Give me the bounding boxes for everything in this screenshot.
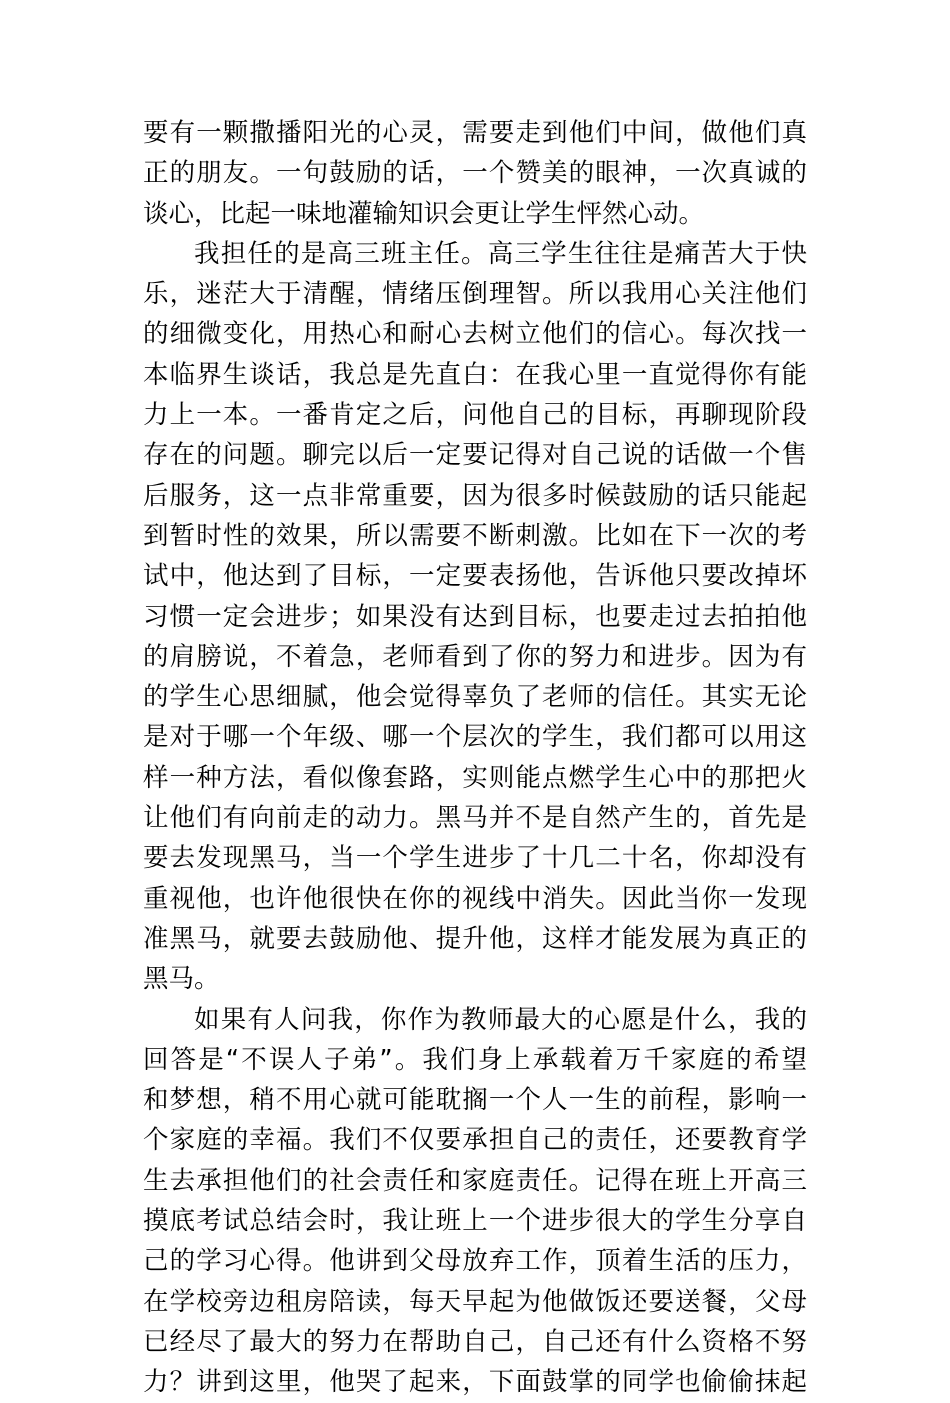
text-line: 到暂时性的效果，所以需要不断刺激。比如在下一次的考 <box>143 520 807 551</box>
text-line: 让他们有向前走的动力。黑马并不是自然产生的，首先是 <box>143 803 807 834</box>
text-line: 的肩膀说，不着急，老师看到了你的努力和进步。因为有 <box>143 641 807 672</box>
text-line: 样一种方法，看似像套路，实则能点燃学生心中的那把火 <box>143 762 807 793</box>
text-line: 要有一颗撒播阳光的心灵，需要走到他们中间，做他们真 <box>143 118 807 148</box>
text-line: 已经尽了最大的努力在帮助自己，自己还有什么资格不努 <box>143 1326 807 1357</box>
text-line: 在学校旁边租房陪读，每天早起为他做饭还要送餐，父母 <box>143 1286 807 1317</box>
text-line: 力上一本。一番肯定之后，问他自己的目标，再聊现阶段 <box>143 400 807 431</box>
text-line: 摸底考试总结会时，我让班上一个进步很大的学生分享自 <box>143 1206 807 1237</box>
text-line: 准黑马，就要去鼓励他、提升他，这样才能发展为真正的 <box>143 923 807 954</box>
text-line: 的学生心思细腻，他会觉得辜负了老师的信任。其实无论 <box>143 682 807 713</box>
text-line: 后服务，这一点非常重要，因为很多时候鼓励的话只能起 <box>143 480 807 511</box>
text-line: 的细微变化，用热心和耐心去树立他们的信心。每次找一 <box>143 319 807 350</box>
text-line: 和梦想，稍不用心就可能耽搁一个人一生的前程，影响一 <box>143 1085 807 1116</box>
text-line: 正的朋友。一句鼓励的话，一个赞美的眼神，一次真诚的 <box>143 158 807 189</box>
text-line: 本临界生谈话，我总是先直白：在我心里一直觉得你有能 <box>143 359 807 390</box>
text-line: 生去承担他们的社会责任和家庭责任。记得在班上开高三 <box>143 1165 807 1196</box>
text-line: 是对于哪一个年级、哪一个层次的学生，我们都可以用这 <box>143 722 807 753</box>
text-line: 我担任的是高三班主任。高三学生往往是痛苦大于快 <box>194 238 807 269</box>
text-line: 如果有人问我，你作为教师最大的心愿是什么，我的 <box>194 1004 807 1035</box>
text-line: 重视他，也许他很快在你的视线中消失。因此当你一发现 <box>143 883 807 914</box>
text-line: 己的学习心得。他讲到父母放弃工作，顶着生活的压力， <box>143 1246 807 1277</box>
text-line: 力？讲到这里，他哭了起来，下面鼓掌的同学也偷偷抹起 <box>143 1367 807 1398</box>
text-line: 回答是“不误人子弟”。我们身上承载着万千家庭的希望 <box>143 1044 807 1075</box>
text-line: 试中，他达到了目标，一定要表扬他，告诉他只要改掉坏 <box>143 561 807 592</box>
text-line: 谈心，比起一味地灌输知识会更让学生怦然心动。 <box>143 198 705 229</box>
text-line: 乐，迷茫大于清醒，情绪压倒理智。所以我用心关注他们 <box>143 279 807 310</box>
text-line: 个家庭的幸福。我们不仅要承担自己的责任，还要教育学 <box>143 1125 807 1156</box>
text-line: 存在的问题。聊完以后一定要记得对自己说的话做一个售 <box>143 440 807 471</box>
document-body <box>143 113 807 1403</box>
document-page <box>143 113 807 1403</box>
text-line: 习惯一定会进步；如果没有达到目标，也要走过去拍拍他 <box>143 601 807 632</box>
text-line: 要去发现黑马，当一个学生进步了十几二十名，你却没有 <box>143 843 807 874</box>
text-line: 黑马。 <box>143 964 220 995</box>
